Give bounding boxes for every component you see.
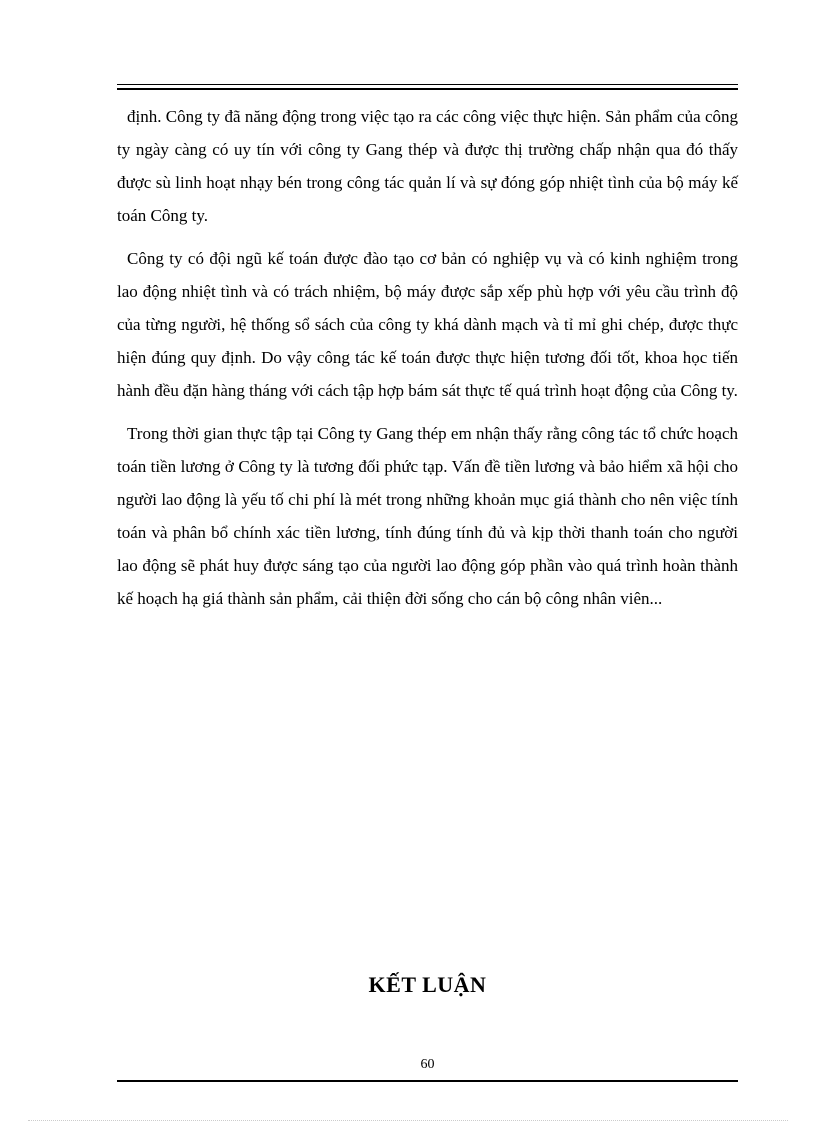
header-rule — [117, 84, 738, 90]
page-edge-divider — [28, 1120, 788, 1121]
conclusion-heading: KẾT LUẬN — [368, 972, 487, 997]
paragraph-2: Công ty có đội ngũ kế toán được đào tạo cơ bản có nghiệp vụ và có kinh nghiệm trong lao động nhiệt tình và có trách nhiệm, bộ máy được sắp xếp phù hợp với yêu cầu trình độ của từng người, hệ thống sổ sách của công ty khá dành mạch và tỉ mỉ ghi chép, được thực hiện đúng quy định. Do vậy công tác kế toán được thực hiện tương đối tốt, khoa học tiến hành đều đặn hàng tháng với cách tập hợp bám sát thực tế quá trình hoạt động của Công ty. — [117, 249, 738, 400]
paragraph-3: Trong thời gian thực tập tại Công ty Gang thép em nhận thấy rằng công tác tổ chức hoạch toán tiền lương ở Công ty là tương đối phức tạp. Vấn đề tiền lương và bảo hiểm xã hội cho người lao động là yếu tố chi phí là mét trong những khoản mục giá thành cho nên việc tính toán và phân bổ chính xác tiền lương, tính đúng tính đủ và kịp thời thanh toán cho người lao động sẽ phát huy được sáng tạo của người lao động góp phần vào quá trình hoàn thành kế hoạch hạ giá thành sản phẩm, cải thiện đời sống cho cán bộ công nhân viên... — [117, 424, 738, 608]
document-body — [117, 100, 738, 625]
paragraph-1: định. Công ty đã năng động trong việc tạo ra các công việc thực hiện. Sản phẩm của công ty ngày càng có uy tín với công ty Gang thép và được thị trường chấp nhận qua đó thấy được sù linh hoạt nhạy bén trong công tác quản lí và sự đóng góp nhiệt tình của bộ máy kế toán Công ty. — [117, 107, 738, 225]
footer-rule — [117, 1080, 738, 1082]
page-number: 60 — [420, 1057, 435, 1072]
